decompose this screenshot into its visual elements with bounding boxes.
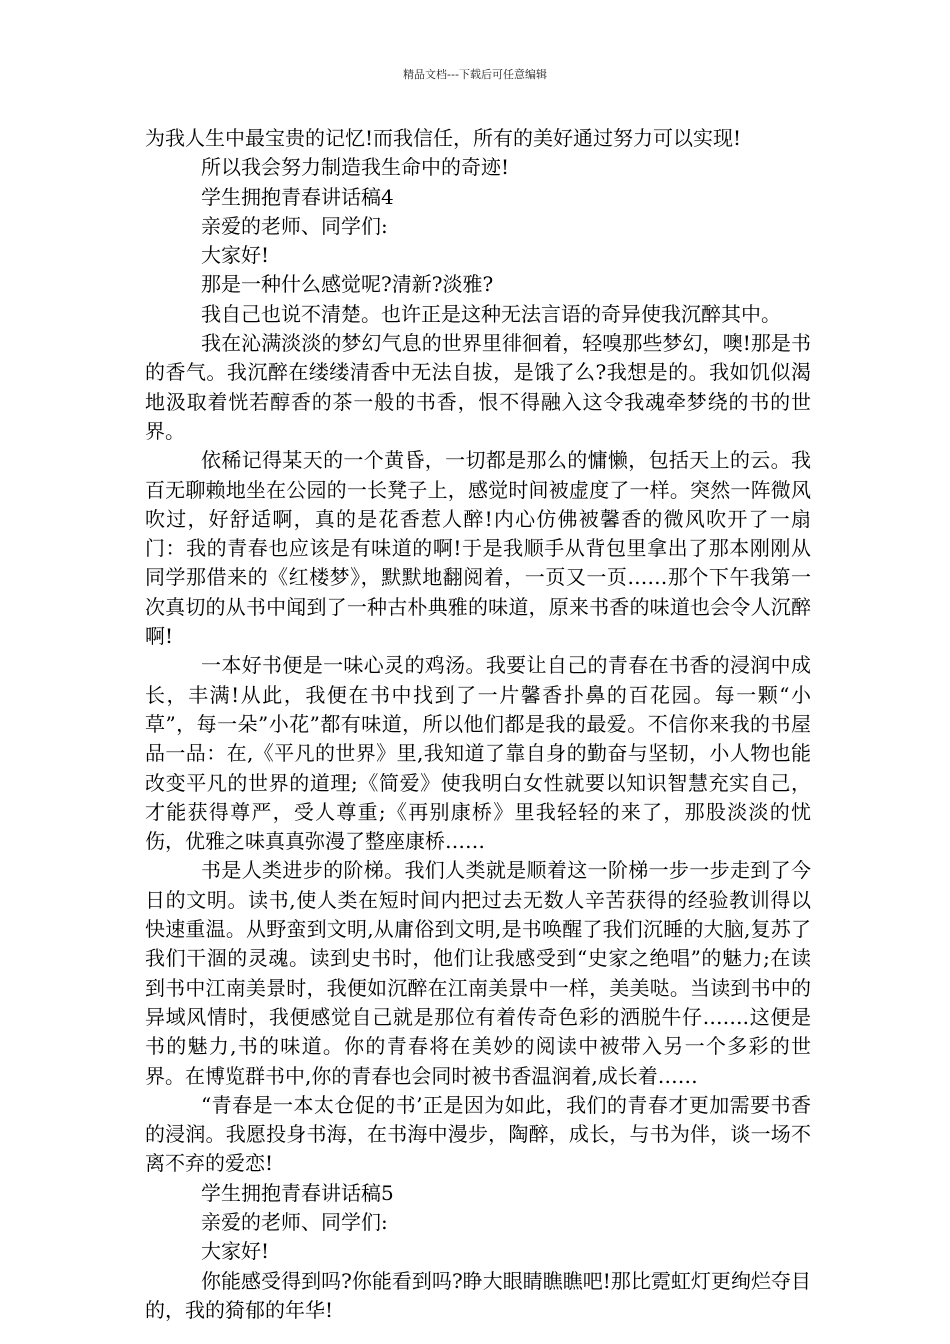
- salutation: 亲爱的老师、同学们:: [201, 213, 388, 238]
- paragraph: 为我人生中最宝贵的记忆!而我信任，所有的美好通过努力可以实现!: [145, 126, 742, 150]
- paragraph: 依稀记得某天的一个黄昏，一切都是那么的慵懒，包括天上的云。我百无聊赖地坐在公园的一长凳子上，感觉时间被虚度了一样。突然一阵微风吹过，好舒适啊，真的是花香惹人醉!内心仿佛被馨香的微风吹开了一扇门：我的青春也应该是有味道的啊!于是我顺手从背包里拿出了那本刚刚从同学那借来的《红楼梦》，默默地翻阅着，一页又一页……那个下午我第一次真切的从书中闻到了一种古朴典雅的味道，原来书香的味道也会令人沉醉啊!: [145, 448, 811, 649]
- section-title: 学生拥抱青春讲话稿5: [201, 1180, 394, 1205]
- paragraph: 一本好书便是一味心灵的鸡汤。我要让自己的青春在书香的浸润中成长，丰满!从此，我便在书中找到了一片馨香扑鼻的百花园。每一颗“小草”，每一朵”小花”都有味道，所以他们都是我的最爱。不信你来我的书屋品一品：在,《平凡的世界》里,我知道了靠自身的勤奋与坚韧，小人物也能改变平凡的世界的道理;《简爱》使我明白女性就要以知识智慧充实自己，才能获得尊严，受人尊重;《再别康桥》里我轻轻的来了，那股淡淡的忧伤，优雅之味真真弥漫了整座康桥……: [145, 653, 811, 854]
- section-title: 学生拥抱青春讲话稿4: [201, 184, 394, 209]
- document-body: [145, 124, 811, 1325]
- paragraph: 那是一种什么感觉呢?清新?淡雅?: [201, 272, 494, 297]
- page-header: 精品文档---下载后可任意编辑: [403, 68, 547, 81]
- paragraph: “青春是一本太仓促的书’正是因为如此，我们的青春才更加需要书香的浸润。我愿投身书海，在书海中漫步，陶醉，成长，与书为伴，谈一场不离不弃的爱恋!: [145, 1092, 811, 1176]
- paragraph: 你能感受得到吗?你能看到吗?睁大眼睛瞧瞧吧!那比霓虹灯更绚烂夺目的，我的猗郁的年华!: [145, 1268, 811, 1322]
- greeting: 大家好!: [201, 243, 270, 268]
- salutation: 亲爱的老师、同学们:: [201, 1209, 388, 1234]
- paragraph: 所以我会努力制造我生命中的奇迹!: [201, 155, 510, 180]
- paragraph: 我在沁满淡淡的梦幻气息的世界里徘徊着，轻嗅那些梦幻，噢!那是书的香气。我沉醉在缕缕清香中无法自拔，是饿了么?我想是的。我如饥似渴地汲取着恍若醇香的茶一般的书香，恨不得融入这令我魂牵梦绕的书的世界。: [145, 331, 811, 443]
- paragraph: 书是人类进步的阶梯。我们人类就是顺着这一阶梯一步一步走到了今日的文明。读书,使人类在短时间内把过去无数人辛苦获得的经验教训得以快速重温。从野蛮到文明,从庸俗到文明,是书唤醒了我们沉睡的大脑,复苏了我们干涸的灵魂。读到史书时，他们让我感受到“史家之绝唱”的魅力;在读到书中江南美景时，我便如沉醉在江南美景中一样，美美哒。当读到书中的异域风情时，我便感觉自己就是那位有着传奇色彩的洒脱牛仔…….这便是书的魅力,书的味道。你的青春将在美妙的阅读中被带入另一个多彩的世界。在博览群书中,你的青春也会同时被书香温润着,成长着……: [145, 858, 811, 1088]
- paragraph: 我自己也说不清楚。也许正是这种无法言语的奇异使我沉醉其中。: [201, 301, 781, 326]
- greeting: 大家好!: [201, 1239, 270, 1264]
